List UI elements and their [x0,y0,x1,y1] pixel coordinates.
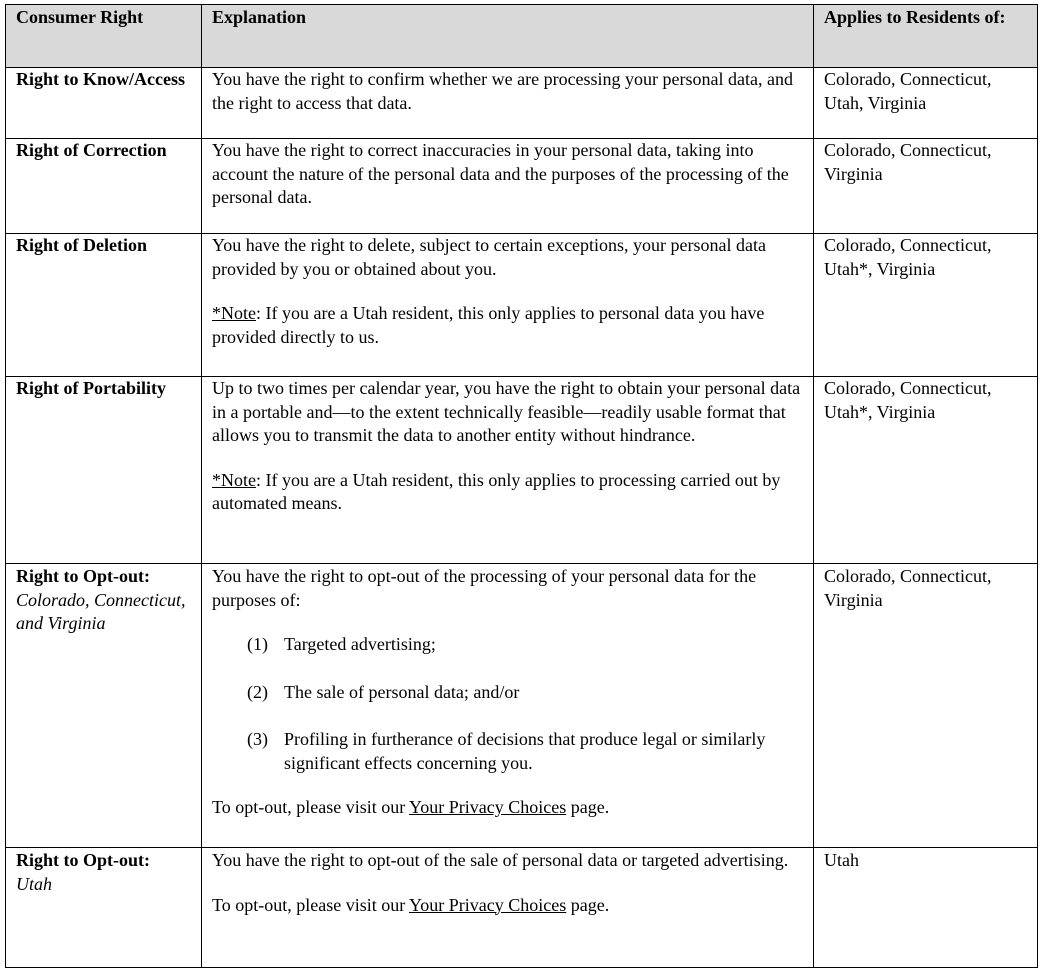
applies-cell: Colorado, Connecticut, Utah*, Virginia [814,377,1038,564]
right-name: Right of Correction [16,140,167,160]
list-text: Targeted advertising; [284,634,436,654]
right-cell [6,848,202,968]
note-paragraph [212,469,805,516]
applies-cell: Colorado, Connecticut, Virginia [814,564,1038,848]
header-row [6,5,1038,68]
list-item [247,681,805,705]
explanation-cell [202,848,814,968]
explanation-cell [202,68,814,139]
explanation-cell [202,564,814,848]
right-name: Right to Opt-out: [16,850,150,870]
list-number: (1) [247,634,268,654]
explanation-text: You have the right to opt-out of the sale of personal data or targeted advertising. [212,850,789,870]
explanation-text: Up to two times per calendar year, you have the right to obtain your personal data in a portable and—to the extent technically feasible—readily usable format that allows you to transmit the data to another entity without hindrance. [212,378,801,445]
table-row [6,234,1038,377]
right-name: Right of Portability [16,378,166,398]
header-applies-to: Applies to Residents of: [814,5,1038,68]
right-name: Right of Deletion [16,235,147,255]
right-cell [6,377,202,564]
explanation-text: You have the right to opt-out of the processing of your personal data for the purposes of: [212,566,757,610]
list-text: The sale of personal data; and/or [284,681,520,702]
consumer-rights-table [5,4,1038,968]
table-row [6,68,1038,139]
optout-suffix: page. [566,894,610,915]
right-subtitle: Utah [16,873,52,894]
optout-prefix: To opt-out, please visit our [212,797,410,817]
note-text: : If you are a Utah resident, this only applies to processing carried out by automated means. [212,469,781,513]
table-row [6,139,1038,234]
applies-cell: Utah [814,848,1038,968]
list-item [247,728,805,775]
applies-cell: Colorado, Connecticut, Utah*, Virginia [814,234,1038,377]
right-cell [6,68,202,139]
note-paragraph [212,302,805,349]
explanation-text: You have the right to delete, subject to certain exceptions, your personal data provided by you or obtained about you. [212,235,767,279]
optout-prefix: To opt-out, please visit our [212,894,410,915]
note-label: *Note [212,469,256,490]
right-name: Right to Know/Access [16,69,185,89]
table-row [6,848,1038,968]
table-row [6,564,1038,848]
table-row [6,377,1038,564]
note-text: : If you are a Utah resident, this only applies to personal data you have provided directly to us. [212,303,765,347]
privacy-choices-link[interactable]: Your Privacy Choices [409,894,567,915]
applies-cell: Colorado, Connecticut, Utah, Virginia [814,68,1038,139]
purposes-list [212,633,805,775]
header-explanation: Explanation [202,5,814,68]
optout-suffix: page. [566,797,610,817]
note-label: *Note [212,303,256,323]
optout-paragraph [212,894,805,918]
optout-paragraph [212,796,805,820]
explanation-cell [202,139,814,234]
right-cell [6,234,202,377]
right-cell [6,139,202,234]
list-number: (3) [247,729,268,749]
list-text: Profiling in furtherance of decisions that produce legal or similarly significant effects concerning you. [284,729,766,773]
applies-cell: Colorado, Connecticut, Virginia [814,139,1038,234]
explanation-cell [202,234,814,377]
list-item [247,633,805,657]
list-number: (2) [247,681,268,702]
explanation-text: You have the right to correct inaccuracies in your personal data, taking into account the nature of the personal data and the purposes of the processing of the personal data. [212,140,789,207]
header-consumer-right: Consumer Right [6,5,202,68]
explanation-text: You have the right to confirm whether we are processing your personal data, and the right to access that data. [212,69,794,113]
privacy-choices-link[interactable]: Your Privacy Choices [409,797,567,817]
explanation-cell [202,377,814,564]
right-subtitle: Colorado, Connecticut, and Virginia [16,589,186,633]
right-name: Right to Opt-out: [16,566,150,586]
right-cell [6,564,202,848]
